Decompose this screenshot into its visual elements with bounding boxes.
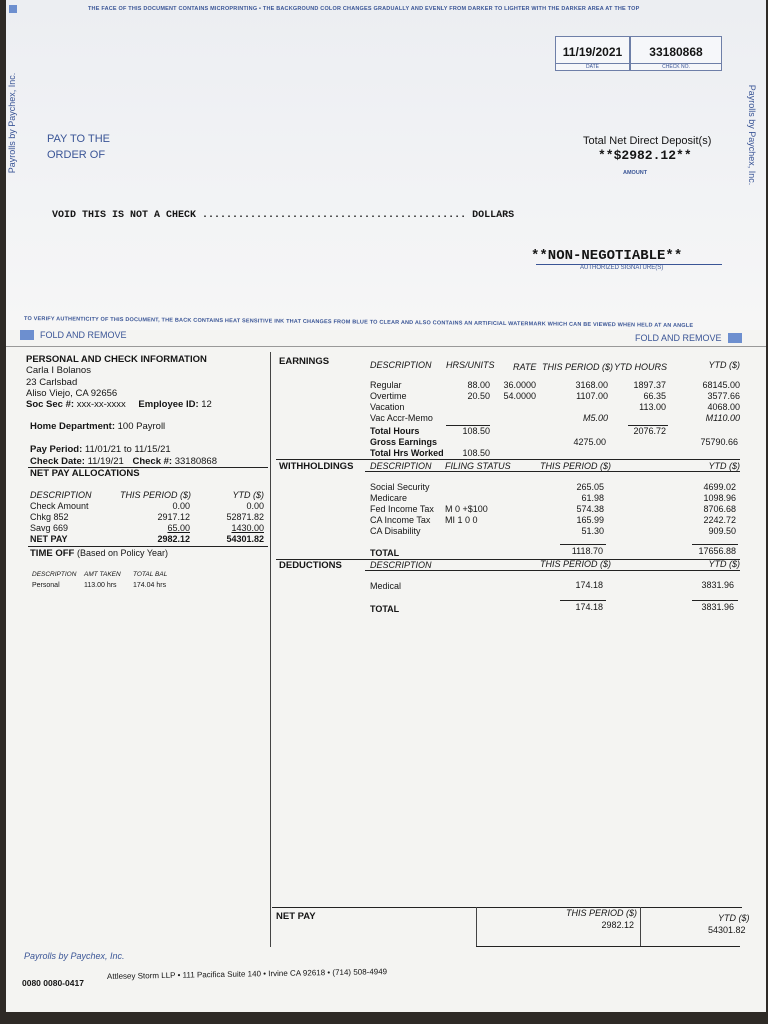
gross-ytd: 75790.66 [700, 437, 738, 447]
alloc-row-ytd: 0.00 [246, 501, 264, 511]
alloc-net-label: NET PAY [30, 534, 68, 544]
earn-row-period: 3168.00 [575, 380, 608, 390]
earn-col-desc: DESCRIPTION [370, 360, 432, 370]
earn-row-ytd: 3577.66 [707, 391, 740, 401]
netpay-ytd-label: YTD ($) [718, 913, 750, 923]
non-negotiable-stamp: **NON-NEGOTIABLE** [531, 248, 683, 264]
check-num-label: Check #: [132, 456, 173, 467]
netpay-divider [476, 907, 477, 947]
void-notice: VOID THIS IS NOT A CHECK ............................................ DOLLARS [52, 210, 515, 221]
earn-row-ytd: 68145.00 [702, 380, 740, 390]
rule [272, 907, 742, 908]
ded-row-ytd: 3831.96 [701, 580, 734, 590]
timeoff-col-taken: AMT TAKEN [84, 571, 121, 578]
personal-header: PERSONAL AND CHECK INFORMATION [26, 354, 207, 365]
earn-col-ytd-hours: YTD HOURS [614, 362, 668, 372]
alloc-row-period: 65.00 [167, 523, 190, 533]
earn-row-ytd-hours: 1897.37 [633, 380, 666, 390]
footer-company: Attlesey Storm LLP • 111 Pacifica Suite 140 • Irvine CA 92618 • (714) 508-4949 [106, 967, 388, 981]
alloc-net-period: 2982.12 [157, 534, 190, 544]
department-row [30, 421, 165, 432]
timeoff-row-desc: Personal [32, 582, 60, 589]
fold-arrow-icon [728, 333, 742, 343]
wh-row-period: 165.99 [576, 515, 604, 525]
wh-col-status: FILING STATUS [445, 461, 511, 471]
signature-label: AUTHORIZED SIGNATURE(S) [580, 265, 664, 271]
earnings-header: EARNINGS [279, 356, 330, 367]
perforation-line [6, 346, 766, 347]
check-date: 11/19/2021 [562, 45, 623, 59]
wh-row-ytd: 909.50 [708, 526, 736, 536]
fold-right-label: FOLD AND REMOVE [635, 333, 722, 343]
timeoff-col-bal: TOTAL BAL [133, 571, 168, 578]
rule [28, 546, 268, 547]
wh-row-period: 51.30 [581, 526, 604, 536]
rule [560, 600, 606, 601]
earn-col-rate: RATE [513, 362, 537, 372]
ded-row-period: 174.18 [575, 580, 603, 590]
hrs-worked: 108.50 [462, 448, 490, 458]
earn-col-period: THIS PERIOD ($) [542, 362, 614, 372]
gross-amount: 4275.00 [573, 437, 606, 447]
check-date-label: Check Date: [30, 456, 85, 467]
fold-right [635, 333, 742, 343]
wh-row-period: 265.05 [576, 482, 604, 492]
check-num-value: 33180868 [174, 456, 218, 467]
alloc-row-desc: Savg 669 [30, 523, 69, 533]
employee-id: 12 [201, 399, 212, 410]
rule [476, 946, 740, 947]
wh-col-desc: DESCRIPTION [370, 461, 432, 471]
employee-id-label: Employee ID: [138, 399, 199, 410]
rule [692, 544, 738, 545]
wh-total-ytd: 17656.88 [698, 546, 736, 556]
check-date-value: 11/19/21 [87, 456, 124, 467]
wh-row-status: M 0 +$100 [445, 504, 488, 514]
wh-total: 1118.70 [571, 546, 603, 556]
address-line1: 23 Carlsbad [26, 377, 78, 388]
netpay-ytd: 54301.82 [708, 925, 746, 935]
earn-row-ytd-hours: 113.00 [639, 402, 666, 412]
earn-row-period: M5.00 [582, 413, 608, 423]
total-hours: 108.50 [462, 426, 490, 436]
wh-col-ytd: YTD ($) [708, 461, 740, 471]
microprint-banner-top: THE FACE OF THIS DOCUMENT CONTAINS MICROPRINTING • THE BACKGROUND COLOR CHANGES GRADUALLY AND EVENLY FROM DARKER TO LIGHTER WITH THE DARKER AREA AT THE TOP [88, 6, 640, 12]
alloc-row-ytd: 1430.00 [231, 523, 264, 533]
ded-total-label: TOTAL [370, 604, 400, 614]
total-hours-label: Total Hours [370, 426, 420, 436]
alloc-row-period: 2917.12 [157, 512, 190, 522]
pay-to-label: PAY TO THE [47, 133, 110, 145]
netpay-divider [640, 907, 641, 947]
deposit-amount: **$2982.12** [598, 148, 692, 163]
earn-row-hrs: 20.50 [467, 391, 490, 401]
withholdings-header: WITHHOLDINGS [279, 461, 354, 472]
stub-divider [270, 352, 271, 947]
corner-marker-icon [9, 5, 17, 13]
earn-col-hrs: HRS/UNITS [446, 360, 495, 370]
order-of-label: ORDER OF [47, 149, 106, 161]
alloc-row-desc: Check Amount [30, 501, 89, 511]
deductions-header: DEDUCTIONS [279, 560, 342, 571]
fold-left-label: FOLD AND REMOVE [40, 330, 127, 340]
rule [692, 600, 738, 601]
check-number-box [630, 36, 722, 71]
earn-row-ytd-hours: 66.35 [643, 391, 666, 401]
wh-row-desc: CA Income Tax [370, 515, 431, 525]
timeoff-row-taken: 113.00 hrs [84, 582, 117, 589]
side-brand-left: Payrolls by Paychex, Inc. [7, 72, 17, 174]
alloc-net-ytd: 54301.82 [226, 534, 264, 544]
employee-name: Carla I Bolanos [26, 365, 91, 376]
ded-col-period: THIS PERIOD ($) [540, 559, 612, 569]
wh-row-desc: CA Disability [370, 526, 421, 536]
ded-col-ytd: YTD ($) [708, 559, 740, 569]
alloc-col-ytd: YTD ($) [232, 490, 264, 500]
rule [560, 544, 606, 545]
address-line2: Aliso Viejo, CA 92656 [26, 388, 118, 399]
ssn-label: Soc Sec #: [26, 399, 75, 410]
netpay-period: 2982.12 [601, 920, 634, 930]
timeoff-header: TIME OFF [30, 548, 75, 559]
wh-row-ytd: 8706.68 [703, 504, 736, 514]
earn-row-period: 1107.00 [576, 391, 608, 401]
footer-code: 0080 0080-0417 [22, 978, 84, 988]
department-label: Home Department: [30, 421, 115, 432]
deposit-label: Total Net Direct Deposit(s) [583, 135, 712, 147]
timeoff-header-row [30, 548, 168, 559]
department-value: 100 Payroll [117, 421, 166, 432]
alloc-row-period: 0.00 [172, 501, 190, 511]
earn-row-hrs: 88.00 [467, 380, 490, 390]
wh-row-period: 61.98 [581, 493, 604, 503]
alloc-row-ytd: 52871.82 [226, 512, 264, 522]
amount-label: AMOUNT [623, 170, 648, 176]
rule [365, 570, 740, 571]
wh-row-ytd: 4699.02 [703, 482, 736, 492]
netpay-period-label: THIS PERIOD ($) [566, 908, 638, 918]
wh-col-period: THIS PERIOD ($) [540, 461, 612, 471]
wh-row-period: 574.38 [576, 504, 604, 514]
timeoff-col-desc: DESCRIPTION [32, 571, 77, 578]
timeoff-row-bal: 174.04 hrs [133, 582, 167, 589]
alloc-col-desc: DESCRIPTION [30, 490, 92, 500]
earn-row-desc: Overtime [370, 391, 407, 401]
earn-col-ytd: YTD ($) [708, 360, 740, 370]
microprint-banner-bottom: TO VERIFY AUTHENTICITY OF THIS DOCUMENT, THE BACK CONTAINS HEAT SENSITIVE INK THAT CHANGES FROM BLUE TO CLEAR AND ALSO CONTAINS AN ARTIFICIAL WATERMARK WHICH CAN BE VIEWED WHEN HELD AT AN ANGLE [23, 316, 694, 330]
alloc-col-period: THIS PERIOD ($) [120, 490, 192, 500]
alloc-header: NET PAY ALLOCATIONS [30, 468, 140, 479]
pay-period-value: 11/01/21 to 11/15/21 [84, 444, 171, 455]
pay-period-row [30, 444, 171, 455]
netpay-header: NET PAY [276, 911, 316, 922]
hrs-worked-label: Total Hrs Worked [370, 448, 444, 458]
wh-row-desc: Social Security [370, 482, 430, 492]
rule [365, 471, 740, 472]
fold-left [20, 330, 127, 340]
ded-row-desc: Medical [370, 581, 402, 591]
timeoff-note: (Based on Policy Year) [76, 548, 169, 558]
side-brand-right: Payrolls by Paychex, Inc. [747, 84, 757, 186]
rule [628, 425, 668, 426]
ssn-row [26, 399, 212, 410]
wh-row-ytd: 2242.72 [703, 515, 736, 525]
earn-row-desc: Vac Accr-Memo [370, 413, 433, 423]
ssn-value: xxx-xx-xxxx [76, 399, 126, 410]
check-number: 33180868 [649, 45, 703, 59]
gross-label: Gross Earnings [370, 437, 438, 447]
ded-total: 174.18 [575, 602, 603, 612]
date-box [555, 36, 630, 71]
earn-row-desc: Regular [370, 380, 402, 390]
rule [276, 559, 740, 560]
alloc-row-desc: Chkg 852 [30, 512, 69, 522]
earn-row-desc: Vacation [370, 402, 405, 412]
wh-row-desc: Medicare [370, 493, 408, 503]
pay-period-label: Pay Period: [30, 444, 83, 455]
earn-row-ytd: M110.00 [705, 413, 740, 423]
wh-row-desc: Fed Income Tax [370, 504, 434, 514]
footer-brand: Payrolls by Paychex, Inc. [24, 951, 125, 961]
ded-total-ytd: 3831.96 [701, 602, 734, 612]
wh-row-ytd: 1098.96 [703, 493, 736, 503]
wh-total-label: TOTAL [370, 548, 400, 558]
earn-row-ytd: 4068.00 [707, 402, 740, 412]
earn-row-rate: 36.0000 [503, 380, 536, 390]
check-date-row [30, 456, 217, 467]
check-number-label: CHECK NO. [631, 63, 721, 70]
total-ytd-hours: 2076.72 [633, 426, 666, 436]
rule [446, 425, 490, 426]
wh-row-status: MI 1 0 0 [445, 515, 478, 525]
rule [276, 459, 740, 460]
fold-arrow-icon [20, 330, 34, 340]
ded-col-desc: DESCRIPTION [370, 560, 432, 570]
date-label: DATE [556, 63, 629, 70]
earn-row-rate: 54.0000 [503, 391, 536, 401]
